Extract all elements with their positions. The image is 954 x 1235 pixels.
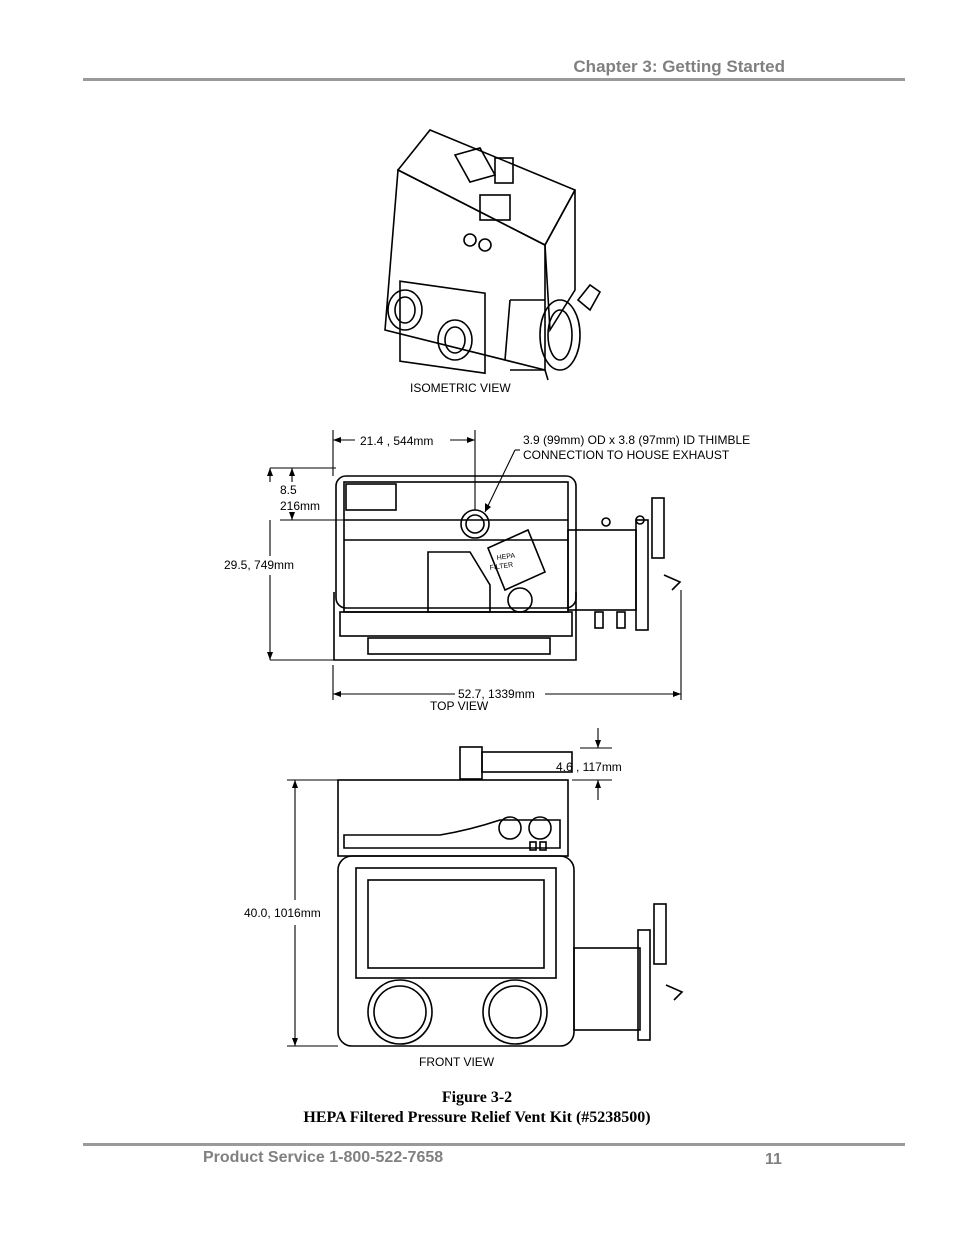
figure-title: HEPA Filtered Pressure Relief Vent Kit (#5238500) <box>303 1109 651 1126</box>
dim-overall-width: 52.7, 1339mm <box>458 687 535 701</box>
hepa-label-1: HEPA <box>496 552 516 562</box>
footer-rule <box>83 1143 905 1146</box>
front-view <box>338 747 682 1046</box>
dim-height: 40.0, 1016mm <box>244 906 321 920</box>
thimble-note-2: CONNECTION TO HOUSE EXHAUST <box>523 448 730 462</box>
dim-width-top: 21.4 , 544mm <box>360 434 434 448</box>
dim-depth-in: 8.5 <box>280 483 297 497</box>
product-service-phone: Product Service 1-800-522-7658 <box>203 1149 444 1166</box>
dimension-lines <box>270 430 681 1046</box>
isometric-view-label: ISOMETRIC VIEW <box>410 381 511 395</box>
top-view-label: TOP VIEW <box>430 699 489 713</box>
isometric-view <box>385 130 600 380</box>
thimble-note-1: 3.9 (99mm) OD x 3.8 (97mm) ID THIMBLE <box>523 433 751 447</box>
chapter-header: Chapter 3: Getting Started <box>573 57 785 76</box>
dim-depth-mm: 216mm <box>280 499 321 513</box>
page-number: 11 <box>765 1151 782 1168</box>
figure-number: Figure 3-2 <box>441 1089 513 1106</box>
dim-exhaust-height: 4.6 , 117mm <box>556 760 622 774</box>
front-view-label: FRONT VIEW <box>419 1055 495 1069</box>
hepa-label-2: FILTER <box>489 561 514 572</box>
dim-depth-total: 29.5, 749mm <box>224 558 295 572</box>
